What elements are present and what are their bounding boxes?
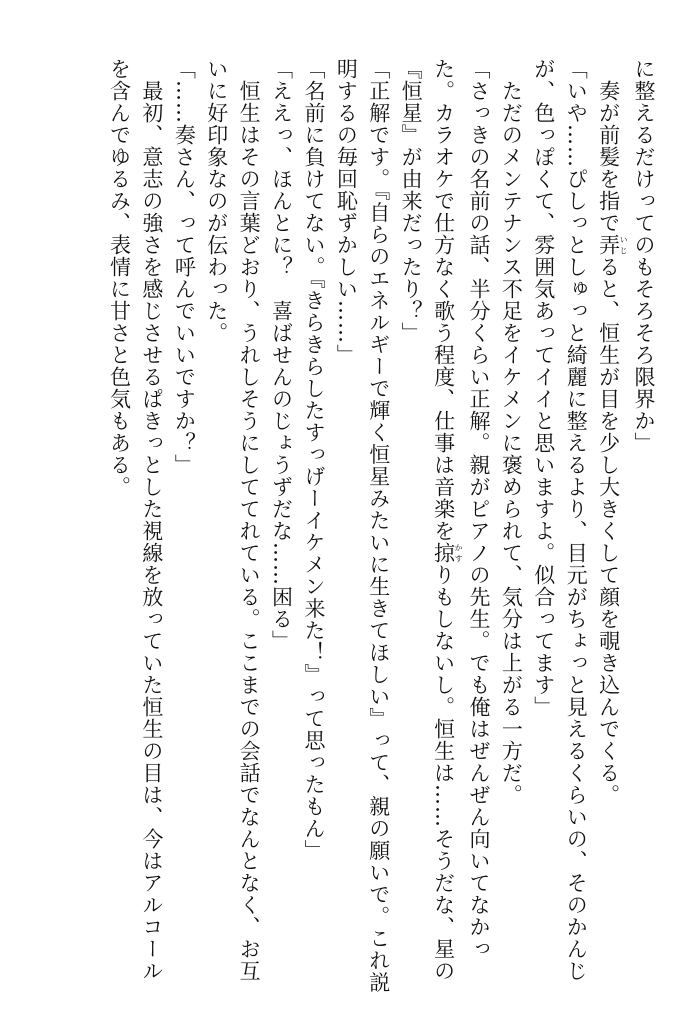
text-line-with-ruby <box>427 58 464 982</box>
text-line: 恒生はその言葉どおり、うれしそうにしててれている。ここまでの会話でなんとなく、お互 <box>237 58 262 982</box>
text-line: 「名前に負けてない。『きらきらしたすっげーイケメン来た！』って思ったもん」 <box>301 58 326 862</box>
text-segment: りもしないし。恒生は……そうだな、星の <box>431 564 456 982</box>
text-line: 明するの毎回恥ずかしい……」 <box>334 58 359 366</box>
ruby-word <box>431 542 464 564</box>
text-line: いに好印象なのが伝わった。 <box>204 58 229 344</box>
text-line: に整えるだけってのもそろそろ限界か」 <box>632 58 656 454</box>
text-line: を含んでゆるみ、表情に甘さと色気もある。 <box>107 58 132 498</box>
text-line: 最初、意志の強さを感じさせるぱきっとした視線を放っていた恒生の目は、今はアルコール <box>139 58 164 982</box>
text-segment: ると、恒生が目を少し大きくして顔を覗き込んでくる。 <box>596 256 621 806</box>
vertical-text-body <box>103 58 660 994</box>
text-line: 「ええっ、ほんとに？ 喜ばせんのじょうずだな……困る」 <box>269 58 294 652</box>
text-line: 『恒星』が由来だったり？」 <box>399 58 424 344</box>
ruby-base: 掠 <box>431 542 456 564</box>
text-line: 「正解です。『自らのエネルギーで輝く恒星みたいに生きてほしい』って、親の願いで。これ説 <box>366 58 391 994</box>
ruby-word <box>596 234 629 256</box>
ruby-reading: いじ <box>619 234 629 256</box>
ruby-reading: かす <box>454 542 464 564</box>
text-line: 「いや……ぴしっとしゅっと綺麗に整えるより、目元がちょっと見えるくらいの、そのかんじ <box>564 58 589 982</box>
text-line-with-ruby <box>592 58 627 958</box>
text-segment: た。カラオケで仕方なく歌う程度、仕事は音楽を <box>431 58 456 542</box>
ruby-base: 弄 <box>596 234 621 256</box>
text-line: が、色っぽくて、雰囲気あってイイと思いますよ。似合ってます」 <box>531 58 556 718</box>
text-line: 「……奏さん、って呼んでいいですか？」 <box>172 58 197 476</box>
text-line: ただのメンテナンス不足をイケメンに褒められて、気分は上がる一方だ。 <box>499 58 524 806</box>
text-line: 「さっきの名前の話、半分くらい正解。親がピアノの先生。でも俺はぜんぜん向いてなかっ <box>466 58 491 960</box>
text-segment: 奏が前髪を指で <box>596 58 621 234</box>
